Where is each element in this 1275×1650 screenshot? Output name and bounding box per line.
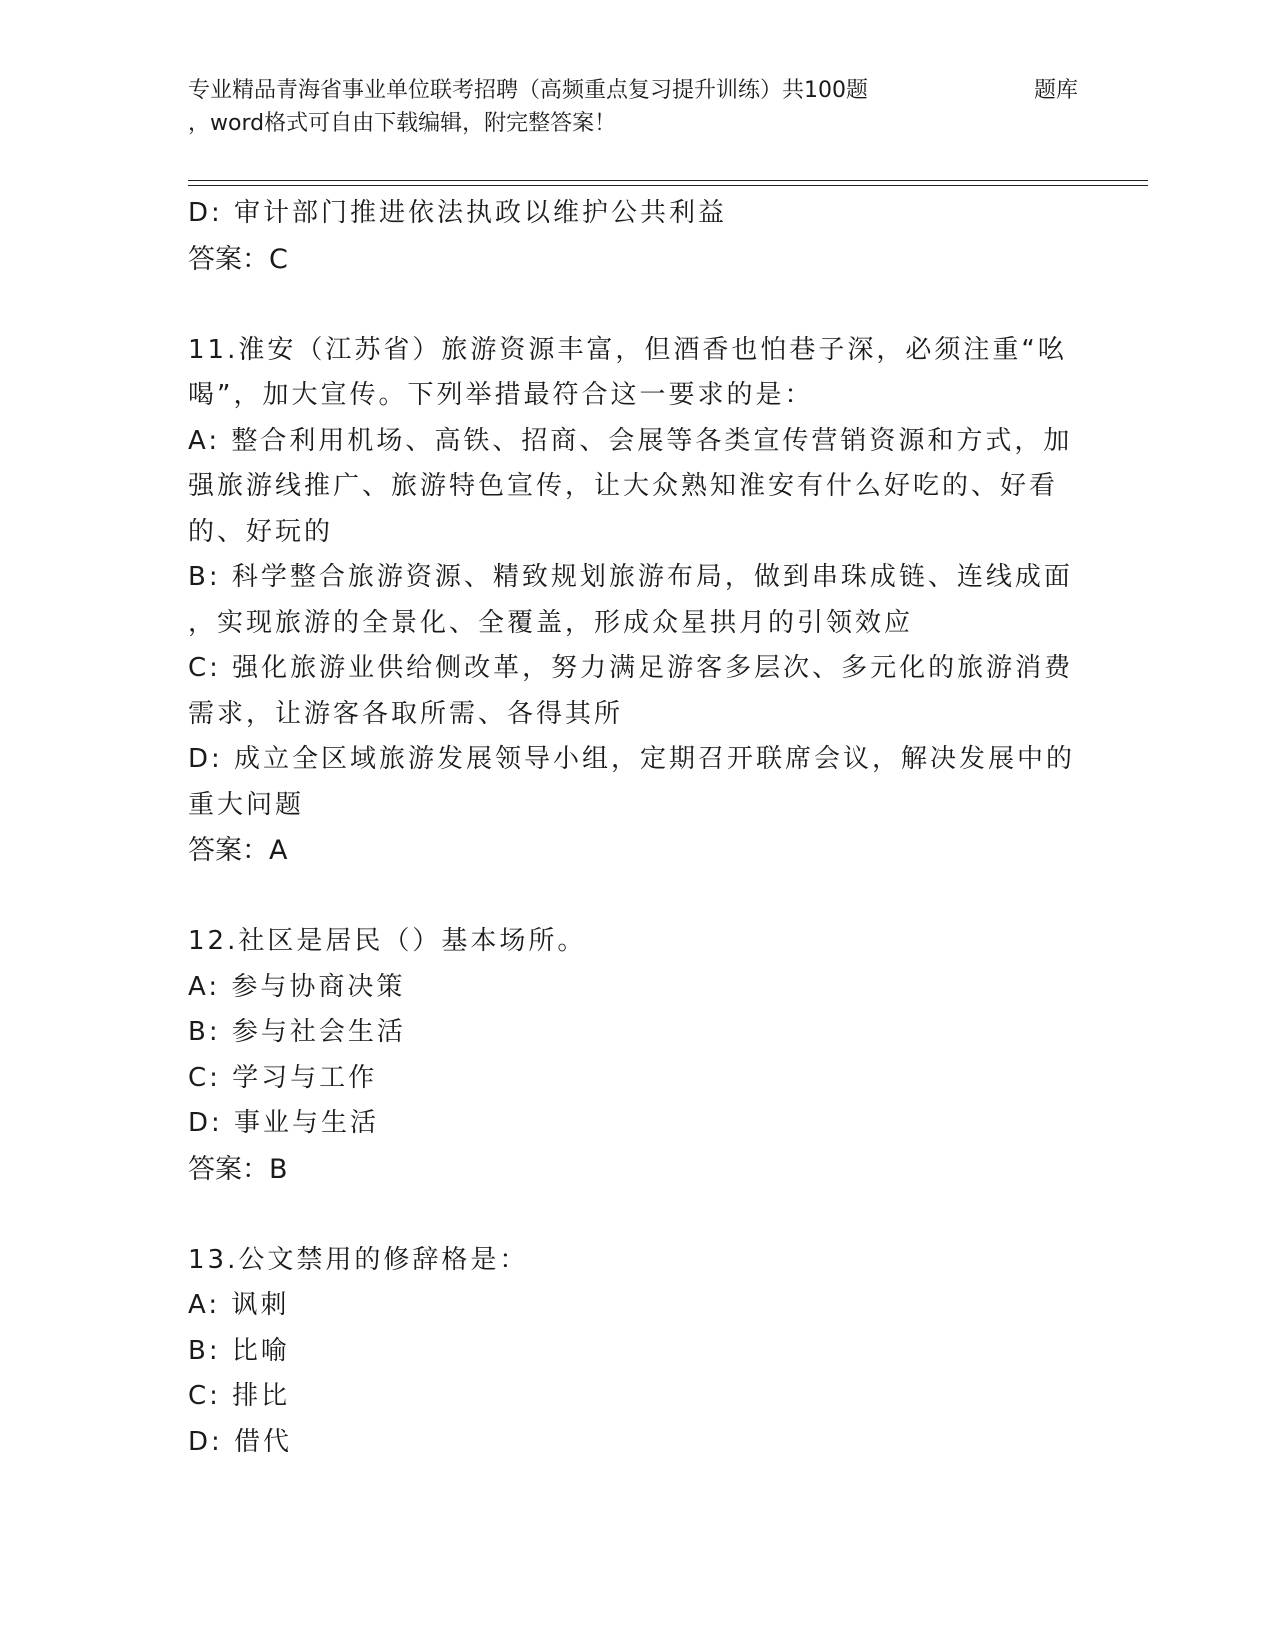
page-header [188, 74, 1148, 140]
question-stem: 11.淮安（江苏省）旅游资源丰富，但酒香也怕巷子深，必须注重“吆 [188, 334, 1067, 365]
answer: 答案：C [188, 243, 288, 275]
option-d: D: 审计部门推进依法执政以维护公共利益 [188, 198, 728, 228]
question-11 [188, 328, 1076, 874]
option-b: ，实现旅游的全景化、全覆盖，形成众星拱月的引领效应 [188, 607, 914, 638]
option-a: 强旅游线推广、旅游特色宣传，让大众熟知淮安有什么好吃的、好看 [188, 471, 1059, 501]
spacer [188, 874, 1068, 920]
option-a: 的、好玩的 [188, 516, 334, 547]
header-divider-top [188, 180, 1148, 181]
question-stem: 喝”，加大宣传。下列举措最符合这一要求的是： [188, 380, 814, 410]
option-a: A: 参与协商决策 [188, 971, 406, 1002]
option-c: 需求，让游客各取所需、各得其所 [188, 698, 624, 729]
option-a: A: 整合利用机场、高铁、招商、会展等各类宣传营销资源和方式，加 [188, 425, 1073, 456]
header-tag: 题库 [1033, 78, 1078, 103]
option-c: C: 强化旅游业供给侧改革，努力满足游客多层次、多元化的旅游消费 [188, 653, 1074, 683]
header-divider-bottom [188, 185, 1148, 186]
answer: 答案：B [188, 1153, 288, 1185]
option-d: D: 成立全区域旅游发展领导小组，定期召开联席会议，解决发展中的 [188, 744, 1076, 774]
question-12 [188, 919, 1068, 1192]
option-d: 重大问题 [188, 789, 305, 820]
spacer [188, 282, 1068, 328]
question-10 [188, 191, 1068, 282]
option-b: B: 参与社会生活 [188, 1017, 406, 1047]
option-a: A: 讽刺 [188, 1290, 290, 1320]
header-title: 专业精品青海省事业单位联考招聘（高频重点复习提升训练）共100题 [188, 78, 868, 103]
option-c: C: 排比 [188, 1381, 291, 1411]
option-d: D: 借代 [188, 1426, 293, 1457]
header-subtitle: ，word格式可自由下载编辑，附完整答案！ [188, 111, 617, 136]
option-b: B: 科学整合旅游资源、精致规划旅游布局，做到串珠成链、连线成面 [188, 562, 1073, 592]
question-stem: 13.公文禁用的修辞格是： [188, 1244, 529, 1275]
spacer [188, 1192, 1068, 1238]
question-13 [188, 1238, 1068, 1466]
header-line-1 [188, 74, 1148, 107]
option-b: B: 比喻 [188, 1335, 290, 1366]
option-c: C: 学习与工作 [188, 1062, 378, 1093]
question-content [188, 191, 1076, 1465]
answer: 答案：A [188, 835, 288, 866]
option-d: D: 事业与生活 [188, 1108, 380, 1138]
question-stem: 12.社区是居民（）基本场所。 [188, 926, 587, 956]
